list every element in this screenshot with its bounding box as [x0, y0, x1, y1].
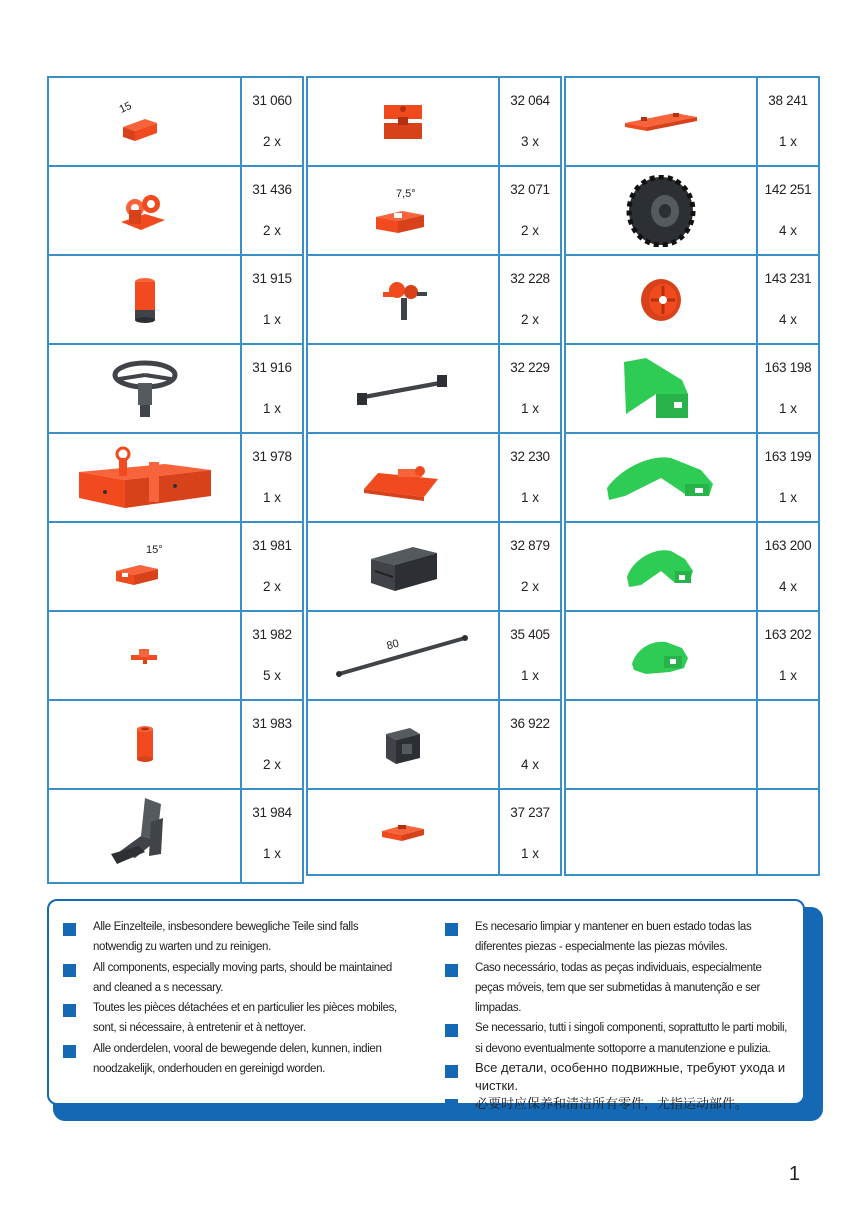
part-number: 163 202 — [764, 627, 812, 642]
part-number: 31 060 — [252, 93, 292, 108]
note-text-fr: Toutes les pièces détachées et en particulier les pièces mobiles, sont, si nécessaire, à entretenir et à nettoyer. — [93, 1002, 397, 1035]
part-image — [49, 790, 242, 882]
note-item — [445, 917, 790, 958]
part-cell — [308, 167, 560, 256]
part-number: 163 200 — [764, 538, 812, 553]
part-quantity: 1 x — [520, 401, 539, 416]
part-cell — [308, 523, 560, 612]
red-cylinder-icon — [130, 723, 160, 767]
part-image — [308, 790, 500, 874]
part-quantity: 4 x — [778, 223, 797, 238]
note-item — [445, 958, 790, 1019]
part-number: 32 071 — [510, 182, 550, 197]
part-quantity: 2 x — [262, 223, 281, 238]
part-quantity: 4 x — [778, 312, 797, 327]
note-item — [63, 958, 408, 999]
part-cell — [308, 790, 560, 874]
part-number: 31 978 — [252, 449, 292, 464]
part-image — [308, 434, 500, 521]
red-small-clip-icon — [125, 641, 165, 671]
note-item — [445, 1018, 790, 1059]
maintenance-note — [47, 899, 805, 1112]
note-item — [63, 917, 408, 958]
part-quantity: 2 x — [262, 757, 281, 772]
part-cell — [308, 612, 560, 701]
part-image — [566, 434, 758, 521]
part-image — [308, 701, 500, 788]
green-fender-1-icon — [616, 354, 706, 424]
part-image — [49, 167, 242, 254]
part-cell — [566, 434, 818, 523]
bullet-icon — [63, 964, 76, 977]
part-number: 31 915 — [252, 271, 292, 286]
red-gear-cylinder-icon — [125, 272, 165, 328]
note-text-it: Se necessario, tutti i singoli componenti, soprattutto le parti mobili, si devono eventualmente sottoporre a manutenzione e pulizia. — [475, 1022, 788, 1055]
part-number: 163 198 — [764, 360, 812, 375]
note-text-en: All components, especially moving parts, should be maintained and cleaned a s necessary. — [93, 961, 392, 994]
note-text-ru: Все детали, особенно подвижные, требуют ухода и чистки. — [475, 1060, 786, 1094]
part-quantity: 4 x — [520, 757, 539, 772]
part-cell — [49, 167, 302, 256]
part-cell — [49, 78, 302, 167]
red-clip-holder-icon — [115, 186, 175, 236]
part-image — [308, 167, 500, 254]
part-cell — [49, 790, 302, 882]
part-cell — [308, 345, 560, 434]
part-quantity: 1 x — [778, 401, 797, 416]
part-quantity: 4 x — [778, 579, 797, 594]
bullet-icon — [445, 1099, 458, 1112]
part-cell — [566, 612, 818, 701]
dark-axle-80-icon — [333, 626, 473, 686]
bullet-icon — [63, 1004, 76, 1017]
note-column-right — [445, 917, 790, 1113]
bullet-icon — [63, 923, 76, 936]
dark-building-block-icon — [363, 537, 443, 597]
part-cell — [49, 701, 302, 790]
part-number: 31 984 — [252, 805, 292, 820]
green-fender-3-icon — [621, 537, 701, 597]
part-quantity: 1 x — [262, 312, 281, 327]
part-number: 38 241 — [768, 93, 808, 108]
part-image — [566, 701, 758, 788]
red-flat-plate-icon — [621, 107, 701, 137]
green-fender-4-icon — [626, 634, 696, 678]
part-quantity: 1 x — [778, 134, 797, 149]
part-image — [49, 256, 242, 343]
part-cell — [49, 256, 302, 345]
part-cell — [308, 256, 560, 345]
empty-cell — [566, 701, 818, 790]
part-number: 37 237 — [510, 805, 550, 820]
part-number: 32 230 — [510, 449, 550, 464]
part-image — [566, 345, 758, 432]
part-number: 32 879 — [510, 538, 550, 553]
part-cell — [308, 78, 560, 167]
part-image — [49, 434, 242, 521]
note-item — [445, 1059, 790, 1095]
dark-seat-icon — [105, 794, 185, 878]
part-quantity: 1 x — [262, 490, 281, 505]
note-item — [63, 1039, 408, 1080]
note-column-left — [63, 917, 408, 1079]
part-cell — [566, 167, 818, 256]
part-quantity: 1 x — [262, 401, 281, 416]
part-quantity: 5 x — [262, 668, 281, 683]
part-quantity: 1 x — [262, 846, 281, 861]
part-image — [49, 523, 242, 610]
part-image — [49, 612, 242, 699]
page-number: 1 — [788, 1163, 800, 1185]
part-image — [308, 256, 500, 343]
red-building-block-icon — [378, 97, 428, 147]
part-cell — [308, 434, 560, 523]
dark-axle-bar-icon — [353, 369, 453, 409]
part-quantity: 2 x — [520, 579, 539, 594]
part-cell — [566, 256, 818, 345]
parts-column-3 — [564, 76, 820, 876]
svg-text:15: 15 — [116, 99, 134, 116]
part-image — [308, 612, 500, 699]
red-angle-block-7-5-icon — [368, 181, 438, 241]
svg-text:7,5°: 7,5° — [396, 187, 416, 200]
note-text-es: Es necesario limpiar y mantener en buen estado todas las diferentes piezas - especialmente las piezas móviles. — [475, 921, 752, 954]
empty-cell — [566, 790, 818, 874]
part-image — [566, 523, 758, 610]
svg-text:15°: 15° — [145, 543, 163, 556]
part-image — [49, 701, 242, 788]
red-tow-hook-icon — [358, 453, 448, 503]
red-block-15-icon — [115, 97, 175, 147]
part-cell — [566, 345, 818, 434]
svg-text:80: 80 — [385, 637, 401, 652]
part-cell — [49, 434, 302, 523]
part-image — [49, 345, 242, 432]
part-image — [566, 78, 758, 165]
part-image — [308, 345, 500, 432]
part-quantity: 2 x — [262, 134, 281, 149]
part-number: 163 199 — [764, 449, 812, 464]
part-quantity: 1 x — [778, 490, 797, 505]
part-quantity: 3 x — [520, 134, 539, 149]
part-quantity: 1 x — [778, 668, 797, 683]
part-image — [566, 790, 758, 874]
part-cell — [566, 523, 818, 612]
part-cell — [308, 701, 560, 790]
part-cell — [49, 523, 302, 612]
bullet-icon — [63, 1045, 76, 1058]
part-number: 36 922 — [510, 716, 550, 731]
part-quantity: 2 x — [262, 579, 281, 594]
part-image — [566, 256, 758, 343]
note-text-pt: Caso necessário, todas as peças individuais, especialmente peças móveis, tem que ser submetidas à manutenção e ser limpadas. — [475, 961, 762, 1015]
part-cell — [49, 612, 302, 701]
dark-cube-icon — [378, 720, 428, 770]
bullet-icon — [445, 1024, 458, 1037]
part-image — [566, 612, 758, 699]
green-fender-2-icon — [601, 448, 721, 508]
bullet-icon — [445, 1065, 458, 1078]
note-text-de: Alle Einzelteile, insbesondere bewegliche Teile sind falls notwendig zu warten und zu reinigen. — [93, 921, 359, 954]
part-image — [49, 78, 242, 165]
parts-column-1 — [47, 76, 304, 884]
part-number: 31 981 — [252, 538, 292, 553]
bullet-icon — [445, 923, 458, 936]
tire-icon — [625, 175, 697, 247]
red-hinge-icon — [373, 272, 433, 328]
parts-column-2 — [306, 76, 562, 876]
part-cell — [566, 78, 818, 167]
part-quantity: 2 x — [520, 223, 539, 238]
note-item — [445, 1095, 790, 1113]
red-frame-plate-icon — [75, 442, 215, 514]
bullet-icon — [445, 964, 458, 977]
note-text-zh: 必要时应保养和清洁所有零件，尤指运动部件。 — [475, 1096, 749, 1112]
part-number: 142 251 — [764, 182, 812, 197]
part-number: 31 983 — [252, 716, 292, 731]
part-cell — [49, 345, 302, 434]
part-number: 32 064 — [510, 93, 550, 108]
note-item — [63, 998, 408, 1039]
red-plate-icon — [378, 817, 428, 847]
part-number: 31 436 — [252, 182, 292, 197]
part-number: 143 231 — [764, 271, 812, 286]
part-image — [308, 78, 500, 165]
part-quantity: 1 x — [520, 668, 539, 683]
part-image — [566, 167, 758, 254]
red-hub-icon — [637, 276, 685, 324]
part-quantity: 1 x — [520, 846, 539, 861]
note-text-nl: Alle onderdelen, vooral de bewegende delen, kunnen, indien noodzakelijk, onderhouden en gereinigd worden. — [93, 1042, 382, 1076]
part-number: 31 982 — [252, 627, 292, 642]
red-angle-block-15-icon — [110, 541, 180, 593]
steering-wheel-icon — [105, 357, 185, 421]
part-number: 31 916 — [252, 360, 292, 375]
part-number: 35 405 — [510, 627, 550, 642]
part-quantity: 2 x — [520, 312, 539, 327]
part-number: 32 229 — [510, 360, 550, 375]
part-quantity: 1 x — [520, 490, 539, 505]
part-number: 32 228 — [510, 271, 550, 286]
part-image — [308, 523, 500, 610]
